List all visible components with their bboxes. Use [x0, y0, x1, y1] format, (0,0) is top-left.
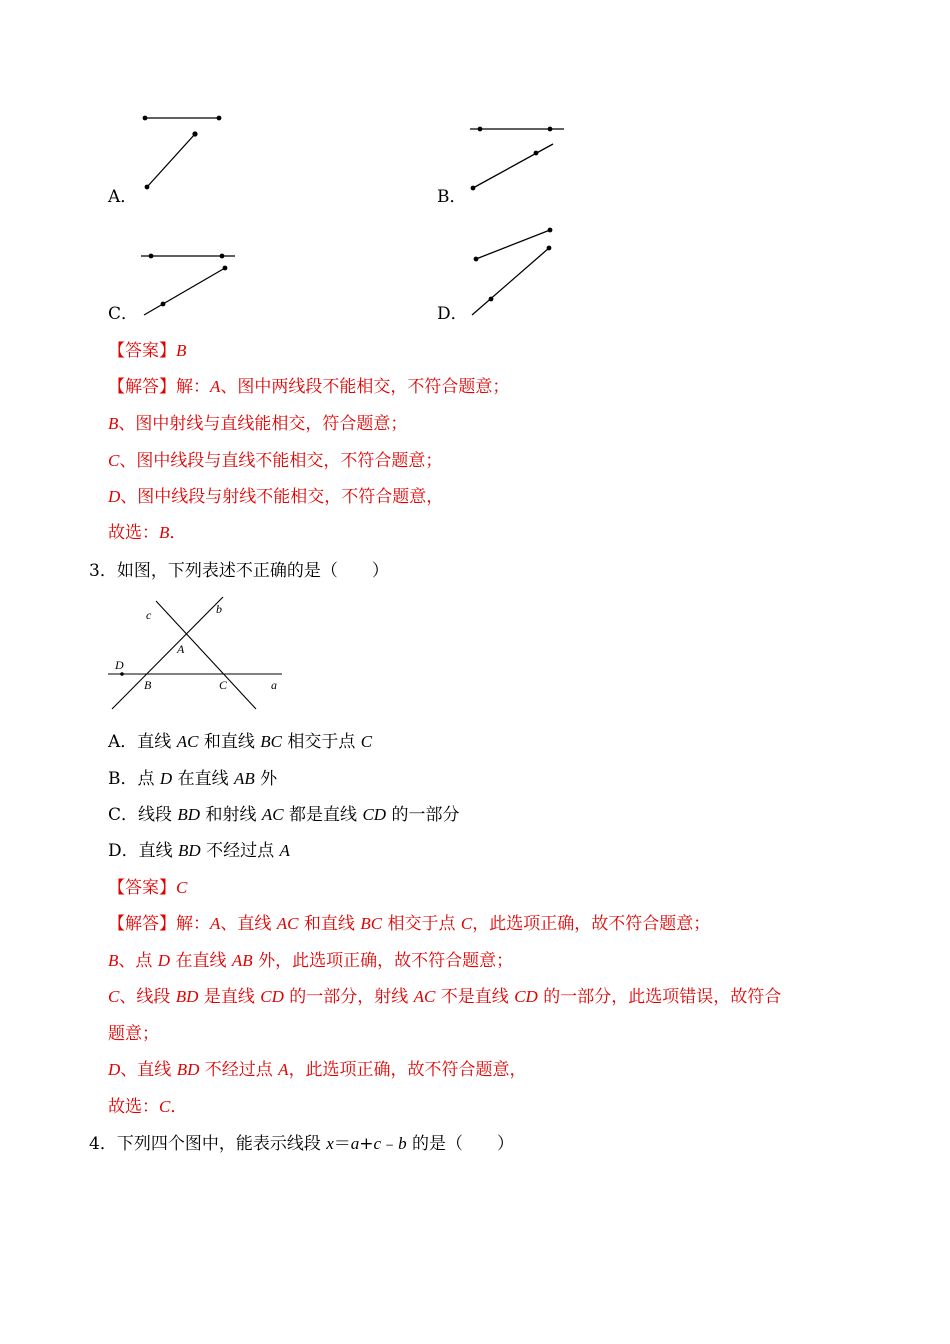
point — [489, 297, 494, 302]
math-var: AB — [234, 769, 255, 788]
option-text: 在直线 — [172, 769, 234, 789]
option-text: 直线 — [138, 841, 179, 861]
point — [534, 151, 539, 156]
q2-figure-b — [462, 118, 572, 198]
solution-text: 、图中线段与直线不能相交，不符合题意； — [119, 451, 443, 471]
math-var: BC — [260, 732, 282, 751]
solution-text: 、线段 — [119, 987, 176, 1007]
option-letter: B — [108, 414, 119, 433]
solution-text: 、图中射线与直线能相交，符合题意； — [118, 414, 408, 434]
answer-tag: 【答案】 — [108, 341, 176, 361]
math-var: x — [326, 1134, 334, 1153]
math-var: A — [279, 841, 290, 860]
math-var: CD — [260, 987, 284, 1006]
math-var: C — [460, 914, 473, 933]
segment-slanted — [147, 134, 195, 187]
conclusion-letter: B — [159, 523, 170, 542]
solution-text: 外，此选项正确，故不符合题意； — [252, 951, 514, 971]
option-letter: C — [108, 451, 120, 470]
math-var: BD — [178, 841, 201, 860]
option-text: 直线 — [137, 732, 177, 752]
label-point-d: D — [115, 658, 124, 672]
label-b: b — [216, 602, 222, 616]
math-var: AC — [276, 914, 299, 933]
math-var: b — [398, 1134, 407, 1153]
q3-solution-line-c-cont — [108, 1023, 159, 1045]
point — [161, 302, 166, 307]
point — [478, 127, 483, 132]
solution-text: 和直线 — [298, 914, 361, 934]
math-var: BD — [176, 1060, 200, 1079]
math-var: C — [360, 732, 373, 751]
math-op: ﹣ — [381, 1134, 399, 1154]
conclusion-suffix: ． — [169, 523, 187, 543]
question-number: 3． — [89, 561, 117, 581]
math-var: BC — [360, 914, 383, 933]
question-text: 的是（ ） — [406, 1134, 514, 1154]
point — [548, 127, 553, 132]
q2-conclusion — [108, 522, 186, 544]
q3-figure — [106, 594, 286, 714]
solution-text: 、图中线段与射线不能相交，不符合题意， — [120, 487, 444, 507]
point — [223, 266, 228, 271]
point — [548, 228, 553, 233]
question-number: 4． — [89, 1134, 117, 1154]
q2-option-d-label: D． — [437, 304, 468, 324]
math-op: + — [359, 1134, 374, 1154]
solution-text: 题意； — [108, 1024, 159, 1044]
math-var: BD — [175, 987, 199, 1006]
option-text: 不经过点 — [200, 841, 280, 861]
label-point-c: C — [219, 678, 228, 692]
point — [149, 254, 154, 259]
conclusion-letter: C — [159, 1097, 171, 1116]
option-letter: B — [108, 951, 119, 970]
q2-figure-a — [135, 108, 235, 198]
q2-figure-d — [462, 222, 562, 322]
math-var: CD — [514, 987, 538, 1006]
point — [145, 185, 150, 190]
option-text: 和射线 — [200, 805, 262, 825]
math-var: A — [278, 1060, 289, 1079]
math-var: c — [373, 1134, 382, 1153]
math-var: D — [157, 951, 171, 970]
q3-solution-line-d — [108, 1059, 527, 1081]
option-label: D． — [108, 841, 139, 861]
segment-top — [476, 230, 550, 259]
answer-value: B — [176, 341, 187, 360]
point — [474, 257, 479, 262]
solution-text: ，此选项正确，故不符合题意， — [288, 1060, 527, 1080]
solution-text: 的一部分，此选项错误，故符合 — [537, 987, 782, 1007]
conclusion-suffix: ． — [170, 1097, 188, 1117]
solution-text: 、直线 — [120, 1060, 177, 1080]
solution-text: 不经过点 — [199, 1060, 279, 1080]
point — [143, 116, 148, 121]
q3-solution-line-c — [108, 986, 781, 1008]
option-letter: D — [108, 487, 121, 506]
label-a: a — [271, 678, 277, 692]
q3-solution-line-a — [108, 913, 710, 935]
point — [471, 186, 476, 191]
solution-text: 相交于点 — [382, 914, 461, 934]
point — [547, 246, 552, 251]
point — [192, 131, 197, 136]
q3-option-a — [108, 731, 372, 753]
q3-option-c — [108, 804, 459, 826]
q2-option-c-label: C． — [108, 304, 139, 324]
math-var: D — [159, 769, 173, 788]
q2-solution-line-4 — [108, 486, 443, 508]
answer-value: C — [176, 878, 188, 897]
segment-slanted — [144, 268, 225, 315]
option-letter: C — [108, 987, 120, 1006]
point — [217, 116, 222, 121]
q3-stem — [89, 560, 389, 582]
solution-text: 的一部分，射线 — [283, 987, 414, 1007]
label-point-b: B — [144, 678, 152, 692]
solution-text: 是直线 — [198, 987, 261, 1007]
point-d — [120, 672, 124, 676]
option-text: 线段 — [138, 805, 178, 825]
option-text: 点 — [137, 769, 160, 789]
solution-text: ，此选项正确，故不符合题意； — [472, 914, 711, 934]
conclusion-prefix: 故选： — [108, 1097, 159, 1117]
option-text: 都是直线 — [283, 805, 363, 825]
option-text: 相交于点 — [281, 732, 361, 752]
question-text: 下列四个图中，能表示线段 — [116, 1134, 327, 1154]
q3-solution-line-b — [108, 950, 513, 972]
solution-tag: 【解答】解： — [108, 914, 210, 934]
q2-option-a-label: A． — [108, 187, 138, 207]
label-point-a: A — [177, 642, 185, 656]
q2-solution-line-2 — [108, 413, 407, 435]
label-c: c — [146, 608, 152, 622]
q3-option-b — [108, 768, 277, 790]
solution-text: 在直线 — [170, 951, 232, 971]
math-var: AC — [176, 732, 199, 751]
solution-text: 不是直线 — [435, 987, 515, 1007]
q2-solution-line-3 — [108, 450, 442, 472]
solution-text: 、点 — [118, 951, 158, 971]
answer-tag: 【答案】 — [108, 878, 176, 898]
q4-stem — [89, 1133, 514, 1155]
option-letter: D — [108, 1060, 121, 1079]
option-text: 外 — [254, 769, 278, 789]
q2-answer — [108, 340, 186, 362]
point — [220, 254, 225, 259]
math-op: ＝ — [333, 1134, 351, 1154]
option-text: 和直线 — [198, 732, 261, 752]
conclusion-prefix: 故选： — [108, 523, 159, 543]
solution-text: 、图中两线段不能相交，不符合题意； — [220, 377, 510, 397]
option-label: C． — [108, 805, 139, 825]
q3-option-d — [108, 840, 290, 862]
math-var: AB — [231, 951, 253, 970]
math-var: CD — [362, 805, 387, 824]
q2-option-b-label: B． — [437, 187, 467, 207]
option-label: B． — [108, 769, 138, 789]
solution-tag: 【解答】解： — [108, 377, 210, 397]
ray-bottom — [472, 248, 549, 315]
math-var: a — [350, 1134, 360, 1153]
ray-slanted — [473, 144, 553, 188]
option-label: A． — [108, 732, 138, 752]
math-var: AC — [261, 805, 284, 824]
line-c — [156, 601, 256, 709]
solution-text: 、直线 — [220, 914, 277, 934]
q2-figure-c — [135, 246, 245, 321]
math-var: BD — [177, 805, 201, 824]
q2-solution-line-1 — [108, 376, 509, 398]
math-var: AC — [413, 987, 436, 1006]
question-text: 如图，下列表述不正确的是（ ） — [116, 561, 389, 581]
q3-answer — [108, 877, 187, 899]
option-letter: A — [210, 377, 221, 396]
q3-conclusion — [108, 1096, 187, 1118]
option-text: 的一部分 — [386, 805, 460, 825]
option-letter: A — [210, 914, 221, 933]
